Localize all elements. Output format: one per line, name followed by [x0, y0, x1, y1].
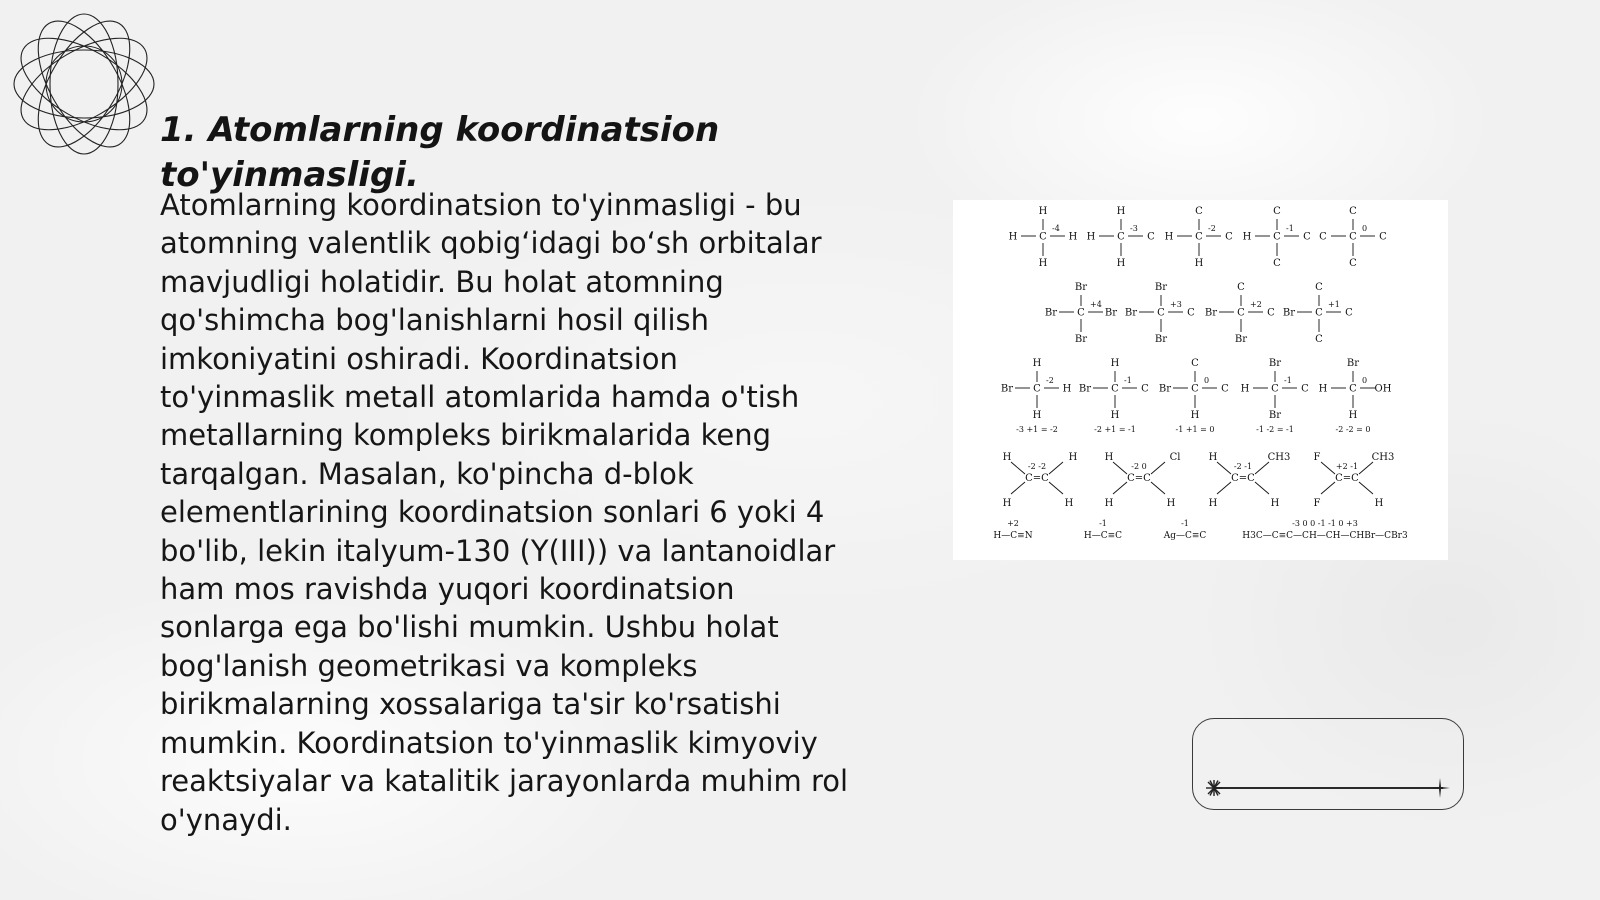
row2-molecule-2-center: C [1237, 307, 1245, 319]
row1-molecule-4-west: C [1319, 231, 1327, 243]
row4-molecule-0-center: C=C [1025, 473, 1049, 484]
row3-molecule-4-center: C [1349, 383, 1357, 395]
row2-molecule-0-ox: +4 [1090, 300, 1102, 309]
row4-molecule-1-tr: Cl [1169, 452, 1181, 463]
row3-molecule-4-west: H [1318, 383, 1328, 395]
row4-molecule-3-bond-br [1359, 482, 1373, 494]
row2-molecule-0-south: Br [1074, 334, 1088, 345]
row3-molecule-3-south: Br [1268, 410, 1282, 421]
row4-molecule-2-center: C=C [1231, 473, 1255, 484]
row3-molecule-3-west: H [1240, 383, 1250, 395]
row4-molecule-2-tr: CH3 [1267, 452, 1291, 463]
row4-molecule-1-bond-tr [1151, 462, 1165, 474]
row3-molecule-0-east: H [1062, 383, 1072, 395]
row3-molecule-1-north: H [1110, 358, 1120, 369]
row2-molecule-3-west: Br [1282, 307, 1296, 319]
row1-molecule-1-west: H [1086, 231, 1096, 243]
row2-molecule-3-north: C [1315, 282, 1323, 293]
slider-card[interactable] [1192, 718, 1464, 810]
row1-molecule-3-north: C [1273, 206, 1281, 217]
row2-molecule-3-ox: +1 [1328, 300, 1340, 309]
row2-molecule-3-south: C [1315, 334, 1323, 345]
row3-molecule-3-center: C [1271, 383, 1279, 395]
row3-molecule-4-ox: 0 [1362, 376, 1368, 385]
row1-molecule-2-ox: -2 [1208, 224, 1216, 233]
row1-molecule-0-north: H [1038, 206, 1048, 217]
row2-molecule-2-east: C [1267, 307, 1275, 319]
row4-molecule-2-bond-bl [1217, 482, 1231, 494]
row3-molecule-1-ox: -1 [1124, 376, 1132, 385]
row3-molecule-0-south: H [1032, 410, 1042, 421]
row1-molecule-0-east: H [1068, 231, 1078, 243]
sparkle-cross-icon[interactable] [1429, 777, 1451, 799]
row1-molecule-4-center: C [1349, 231, 1357, 243]
slider-track[interactable] [1213, 787, 1443, 789]
row3-molecule-4-east: OH [1374, 383, 1392, 395]
row4-molecule-3-br: H [1374, 498, 1384, 509]
row4-molecule-0-br: H [1064, 498, 1074, 509]
row2-molecule-1-ox: +3 [1170, 300, 1182, 309]
row1-molecule-1-south: H [1116, 258, 1126, 269]
row2-molecule-1-north: Br [1154, 282, 1168, 293]
row4-molecule-3-center: C=C [1335, 473, 1359, 484]
row4-molecule-3-tr: CH3 [1371, 452, 1395, 463]
row2-molecule-0-west: Br [1044, 307, 1058, 319]
row4-molecule-3-bl: F [1313, 498, 1321, 509]
row3-molecule-3-ox: -1 [1284, 376, 1292, 385]
row4-molecule-2-br: H [1270, 498, 1280, 509]
row3-molecule-0-eq: -3 +1 = -2 [1016, 425, 1058, 434]
row1-molecule-3-east: C [1303, 231, 1311, 243]
row3-molecule-4-north: Br [1346, 358, 1360, 369]
row3-molecule-0-ox: -2 [1046, 376, 1054, 385]
row4-molecule-3-bond-tr [1359, 462, 1373, 474]
row3-molecule-3-eq: -1 -2 = -1 [1256, 425, 1294, 434]
row3-molecule-1-west: Br [1078, 383, 1092, 395]
row1-molecule-4-east: C [1379, 231, 1387, 243]
row5-molecule-0-ox: +2 [1007, 519, 1019, 528]
row4-molecule-2-bond-tl [1217, 462, 1231, 474]
row1-molecule-2-north: C [1195, 206, 1203, 217]
row4-molecule-0-bond-tr [1049, 462, 1063, 474]
row4-molecule-3-bond-bl [1321, 482, 1335, 494]
row5-molecule-1-ox: -1 [1099, 519, 1107, 528]
row2-molecule-1-center: C [1157, 307, 1165, 319]
row5-molecule-3-formula: H3C—C≡C—CH—CH—CHBr—CBr3 [1242, 531, 1408, 541]
row3-molecule-0-west: Br [1000, 383, 1014, 395]
row2-molecule-1-south: Br [1154, 334, 1168, 345]
row5-molecule-2-ox: -1 [1181, 519, 1189, 528]
row2-molecule-2-north: C [1237, 282, 1245, 293]
row1-molecule-0-south: H [1038, 258, 1048, 269]
row1-molecule-3-south: C [1273, 258, 1281, 269]
row1-molecule-2-west: H [1164, 231, 1174, 243]
row3-molecule-2-eq: -1 +1 = 0 [1175, 425, 1215, 434]
row1-molecule-3-west: H [1242, 231, 1252, 243]
row3-molecule-1-eq: -2 +1 = -1 [1094, 425, 1136, 434]
row4-molecule-3-bond-tl [1321, 462, 1335, 474]
row3-molecule-4-south: H [1348, 410, 1358, 421]
row2-molecule-2-ox: +2 [1250, 300, 1262, 309]
row2-molecule-2-west: Br [1204, 307, 1218, 319]
row1-molecule-3-ox: -1 [1286, 224, 1294, 233]
row2-molecule-1-east: C [1187, 307, 1195, 319]
row2-molecule-0-center: C [1077, 307, 1085, 319]
oxidation-state-figure [953, 200, 1448, 560]
starburst-icon[interactable] [1205, 779, 1223, 797]
row4-molecule-2-bond-tr [1255, 462, 1269, 474]
row3-molecule-3-north: Br [1268, 358, 1282, 369]
row3-molecule-1-center: C [1111, 383, 1119, 395]
row1-molecule-1-east: C [1147, 231, 1155, 243]
row4-molecule-1-bond-tl [1113, 462, 1127, 474]
row3-molecule-2-north: C [1191, 358, 1199, 369]
row3-molecule-2-east: C [1221, 383, 1229, 395]
row2-molecule-0-north: Br [1074, 282, 1088, 293]
row1-molecule-3-center: C [1273, 231, 1281, 243]
row1-molecule-1-north: H [1116, 206, 1126, 217]
row3-molecule-0-center: C [1033, 383, 1041, 395]
slide-body-text: Atomlarning koordinatsion to'yinmasligi - bu atomning valentlik qobig‘idagi bo‘sh orbitalar mavjudligi holatidir. Bu holat atomning qo'shimcha bog'lanishlarni hosil qilish imkoniyatini oshiradi. Koordinatsion to'yinmaslik metall atomlarida hamda o'tish metallarning kompleks birikmalarida keng tarqalgan. Masalan, ko'pincha d-blok elementlarining koordinatsion sonlari 6 yoki 4 bo'lib, lekin italyum-130 (Y(III)) va lantanoidlar ham mos ravishda yuqori koordinatsion sonlarga ega bo'lishi mumkin. Ushbu holat bog'lanish geometrikasi va kompleks birikmalarning xossalariga ta'sir ko'rsatishi mumkin. Koordinatsion to'yinmaslik kimyoviy reaktsiyalar va katalitik jarayonlarda muhim rol o'ynaydi. [160, 188, 849, 837]
row1-molecule-1-center: C [1117, 231, 1125, 243]
row4-molecule-1-bond-bl [1113, 482, 1127, 494]
row3-molecule-1-south: H [1110, 410, 1120, 421]
row4-molecule-1-ox: -2 0 [1131, 462, 1147, 471]
row3-molecule-2-west: Br [1158, 383, 1172, 395]
row2-molecule-3-east: C [1345, 307, 1353, 319]
row1-molecule-0-center: C [1039, 231, 1047, 243]
row5-molecule-0-formula: H—C≡N [993, 531, 1033, 541]
row1-molecule-2-center: C [1195, 231, 1203, 243]
row3-molecule-0-north: H [1032, 358, 1042, 369]
chemical-structures-diagram [953, 200, 1448, 560]
row5-molecule-1-formula: H—C≡C [1083, 531, 1123, 541]
row4-molecule-0-bond-bl [1011, 482, 1025, 494]
row4-molecule-3-tl: F [1313, 452, 1321, 463]
row1-molecule-4-north: C [1349, 206, 1357, 217]
row4-molecule-1-bl: H [1104, 498, 1114, 509]
row3-molecule-2-center: C [1191, 383, 1199, 395]
row5-molecule-3-ox: -3 0 0 -1 -1 0 +3 [1292, 519, 1358, 528]
row1-molecule-0-west: H [1008, 231, 1018, 243]
row4-molecule-0-ox: -2 -2 [1027, 462, 1047, 471]
row4-molecule-0-bond-tl [1011, 462, 1025, 474]
row4-molecule-1-center: C=C [1127, 473, 1151, 484]
row4-molecule-2-ox: -2 -1 [1233, 462, 1253, 471]
row2-molecule-0-east: Br [1104, 307, 1118, 319]
row2-molecule-2-south: Br [1234, 334, 1248, 345]
row1-molecule-1-ox: -3 [1130, 224, 1138, 233]
row4-molecule-1-bond-br [1151, 482, 1165, 494]
row1-molecule-4-south: C [1349, 258, 1357, 269]
row4-molecule-0-bl: H [1002, 498, 1012, 509]
row1-molecule-0-ox: -4 [1052, 224, 1060, 233]
row5-molecule-2-formula: Ag—C≡C [1163, 531, 1207, 541]
row4-molecule-2-bond-br [1255, 482, 1269, 494]
row3-molecule-2-ox: 0 [1204, 376, 1210, 385]
row4-molecule-0-bond-br [1049, 482, 1063, 494]
row1-molecule-2-south: H [1194, 258, 1204, 269]
row4-molecule-2-bl: H [1208, 498, 1218, 509]
row3-molecule-2-south: H [1190, 410, 1200, 421]
row3-molecule-1-east: C [1141, 383, 1149, 395]
row1-molecule-4-ox: 0 [1362, 224, 1368, 233]
row4-molecule-0-tr: H [1068, 452, 1078, 463]
row4-molecule-3-ox: +2 -1 [1335, 462, 1359, 471]
row3-molecule-3-east: C [1301, 383, 1309, 395]
row3-molecule-4-eq: -2 -2 = 0 [1335, 425, 1371, 434]
row4-molecule-0-tl: H [1002, 452, 1012, 463]
row1-molecule-2-east: C [1225, 231, 1233, 243]
slide-title: 1. Atomlarning koordinatsion to'yinmasligi. [160, 110, 720, 195]
row2-molecule-3-center: C [1315, 307, 1323, 319]
row2-molecule-1-west: Br [1124, 307, 1138, 319]
decorative-rings-icon [10, 10, 158, 158]
row4-molecule-1-tl: H [1104, 452, 1114, 463]
row4-molecule-2-tl: H [1208, 452, 1218, 463]
row4-molecule-1-br: H [1166, 498, 1176, 509]
